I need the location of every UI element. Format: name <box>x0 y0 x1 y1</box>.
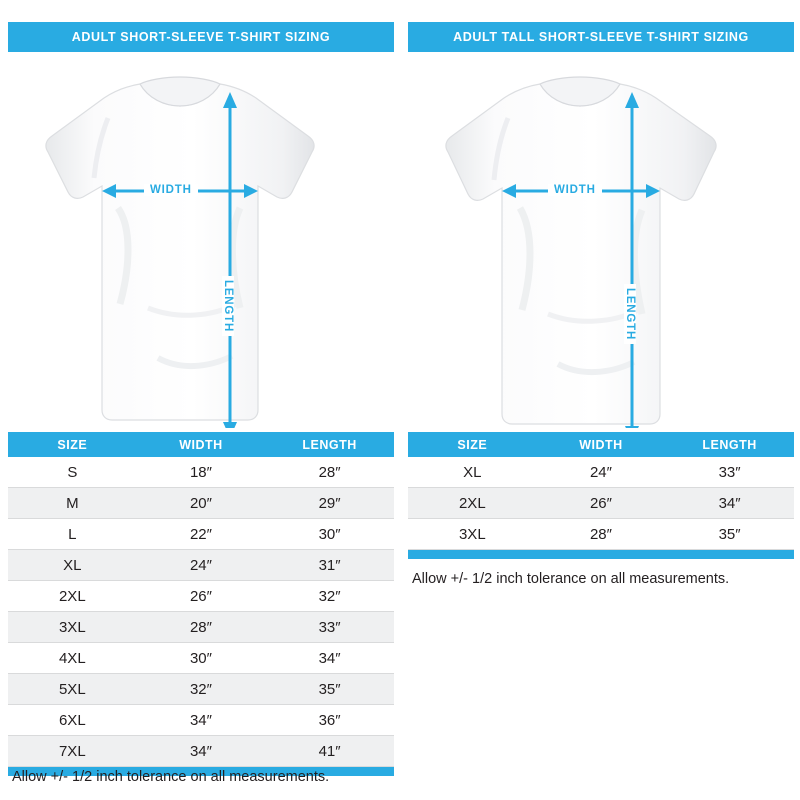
tshirt-graphic-icon <box>8 58 394 428</box>
cell-size: 2XL <box>458 494 486 512</box>
cell-width: 22″ <box>189 525 212 543</box>
tolerance-note-standard: Allow +/- 1/2 inch tolerance on all measurements. <box>12 769 330 785</box>
cell-width: 28″ <box>189 618 212 636</box>
table-row <box>8 457 394 488</box>
cell-width: 20″ <box>189 494 212 512</box>
cell-length: 34″ <box>318 649 341 667</box>
cell-size: 3XL <box>458 525 486 543</box>
cell-size: 3XL <box>58 618 86 636</box>
cell-length: 36″ <box>318 711 341 729</box>
cell-width: 28″ <box>589 525 612 543</box>
length-label-tall: LENGTH <box>624 284 636 344</box>
table-header-row-tall <box>408 432 794 457</box>
header-size: SIZE <box>457 437 488 452</box>
cell-size: XL <box>63 556 82 574</box>
cell-length: 29″ <box>318 494 341 512</box>
table-row <box>408 457 794 488</box>
cell-length: 35″ <box>718 525 741 543</box>
width-label-standard: WIDTH <box>144 184 198 196</box>
table-row <box>8 550 394 581</box>
cell-width: 30″ <box>189 649 212 667</box>
table-row <box>8 519 394 550</box>
cell-length: 28″ <box>318 463 341 481</box>
tall-tshirt-graphic-icon <box>408 58 794 428</box>
panel-title-tall: ADULT TALL SHORT-SLEEVE T-SHIRT SIZING <box>453 30 749 44</box>
cell-size: 6XL <box>58 711 86 729</box>
table-row <box>408 519 794 550</box>
cell-length: 33″ <box>318 618 341 636</box>
cell-width: 26″ <box>189 587 212 605</box>
cell-size: 7XL <box>58 742 86 760</box>
cell-width: 18″ <box>189 463 212 481</box>
cell-length: 32″ <box>318 587 341 605</box>
table-row <box>8 612 394 643</box>
table-header-row-standard <box>8 432 394 457</box>
panel-adult-standard <box>8 0 394 428</box>
header-length: LENGTH <box>702 437 757 452</box>
size-table-tall <box>408 432 794 559</box>
table-row <box>8 705 394 736</box>
cell-size: 5XL <box>58 680 86 698</box>
panel-title-bar-standard <box>8 22 394 52</box>
cell-width: 34″ <box>189 711 212 729</box>
table-row <box>8 488 394 519</box>
header-width: WIDTH <box>579 437 623 452</box>
cell-width: 24″ <box>589 463 612 481</box>
table-row <box>408 488 794 519</box>
header-size: SIZE <box>57 437 88 452</box>
cell-width: 34″ <box>189 742 212 760</box>
length-label-standard: LENGTH <box>222 276 234 336</box>
table-row <box>8 674 394 705</box>
cell-size: M <box>66 494 79 512</box>
table-row <box>8 581 394 612</box>
cell-size: 4XL <box>58 649 86 667</box>
shirt-illustration-standard <box>8 58 394 428</box>
cell-size: XL <box>463 463 482 481</box>
cell-length: 41″ <box>318 742 341 760</box>
cell-size: 2XL <box>58 587 86 605</box>
table-footer-bar-tall <box>408 550 794 559</box>
cell-length: 35″ <box>318 680 341 698</box>
cell-width: 26″ <box>589 494 612 512</box>
cell-width: 24″ <box>189 556 212 574</box>
cell-length: 31″ <box>318 556 341 574</box>
panel-title-standard: ADULT SHORT-SLEEVE T-SHIRT SIZING <box>71 30 331 44</box>
header-length: LENGTH <box>302 437 357 452</box>
cell-length: 30″ <box>318 525 341 543</box>
cell-length: 33″ <box>718 463 741 481</box>
table-row <box>8 643 394 674</box>
size-table-standard <box>8 432 394 776</box>
cell-length: 34″ <box>718 494 741 512</box>
shirt-illustration-tall <box>408 58 794 428</box>
width-label-tall: WIDTH <box>548 184 602 196</box>
cell-size: S <box>67 463 78 481</box>
panel-adult-tall <box>408 0 794 428</box>
header-width: WIDTH <box>179 437 223 452</box>
cell-width: 32″ <box>189 680 212 698</box>
panel-title-bar-tall <box>408 22 794 52</box>
tolerance-note-tall: Allow +/- 1/2 inch tolerance on all measurements. <box>412 571 730 587</box>
cell-size: L <box>68 525 77 543</box>
